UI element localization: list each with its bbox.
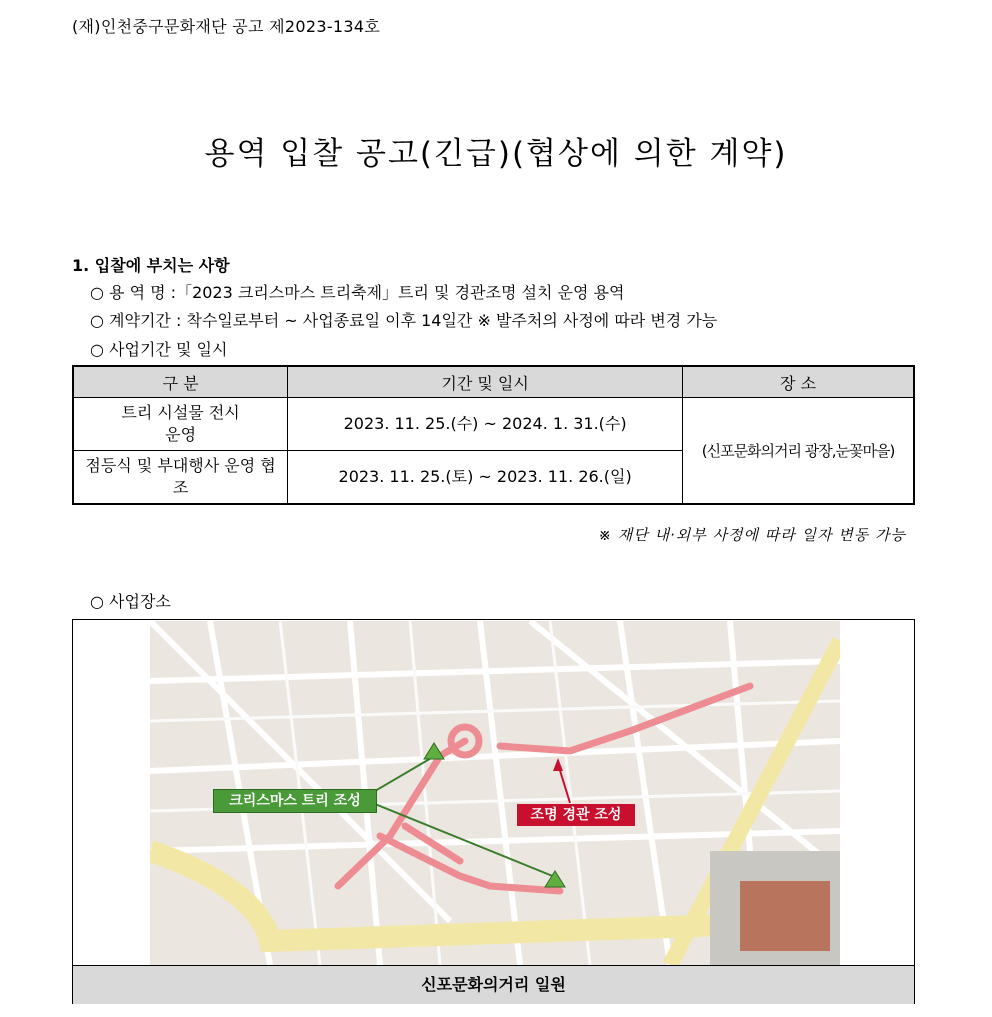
table-row bbox=[73, 398, 914, 451]
map-image bbox=[150, 621, 840, 965]
row-place: (신포문화의거리 광장,눈꽃마을) bbox=[683, 398, 914, 505]
map-caption: 신포문화의거리 일원 bbox=[73, 965, 914, 1004]
header-place: 장 소 bbox=[683, 366, 914, 398]
row-category bbox=[73, 451, 288, 505]
row-category-text: 점등식 및 부대행사 운영 협조 bbox=[85, 456, 276, 497]
lighting-area-label: 조명 경관 조성 bbox=[517, 804, 635, 826]
section-heading: 1. 입찰에 부치는 사항 bbox=[72, 256, 230, 275]
header-period: 기간 및 일시 bbox=[288, 366, 683, 398]
header-category: 구 분 bbox=[73, 366, 288, 398]
row-period: 2023. 11. 25.(토) ~ 2023. 11. 26.(일) bbox=[288, 451, 683, 505]
map-box bbox=[72, 619, 915, 1004]
table-header-row bbox=[73, 366, 914, 398]
row-category-text: 트리 시설물 전시 운영 bbox=[121, 403, 240, 444]
row-category bbox=[73, 398, 288, 451]
schedule-table bbox=[72, 365, 915, 505]
date-change-note: ※ 재단 내·외부 사정에 따라 일자 변동 가능 bbox=[598, 526, 906, 544]
row-period: 2023. 11. 25.(수) ~ 2024. 1. 31.(수) bbox=[288, 398, 683, 451]
announcement-number: (재)인천중구문화재단 공고 제2023-134호 bbox=[72, 17, 381, 36]
project-period-line: ○ 사업기간 및 일시 bbox=[90, 340, 228, 359]
project-place-line: ○ 사업장소 bbox=[90, 592, 171, 611]
page-title: 용역 입찰 공고(긴급)(협상에 의한 계약) bbox=[204, 136, 788, 172]
tree-area-label: 크리스마스 트리 조성 bbox=[213, 789, 377, 813]
service-name-line: ○ 용 역 명 :「2023 크리스마스 트리축제」트리 및 경관조명 설치 운영 용역 bbox=[90, 283, 625, 302]
contract-period-line: ○ 계약기간 : 착수일로부터 ~ 사업종료일 이후 14일간 ※ 발주처의 사정에 따라 변경 가능 bbox=[90, 311, 718, 330]
